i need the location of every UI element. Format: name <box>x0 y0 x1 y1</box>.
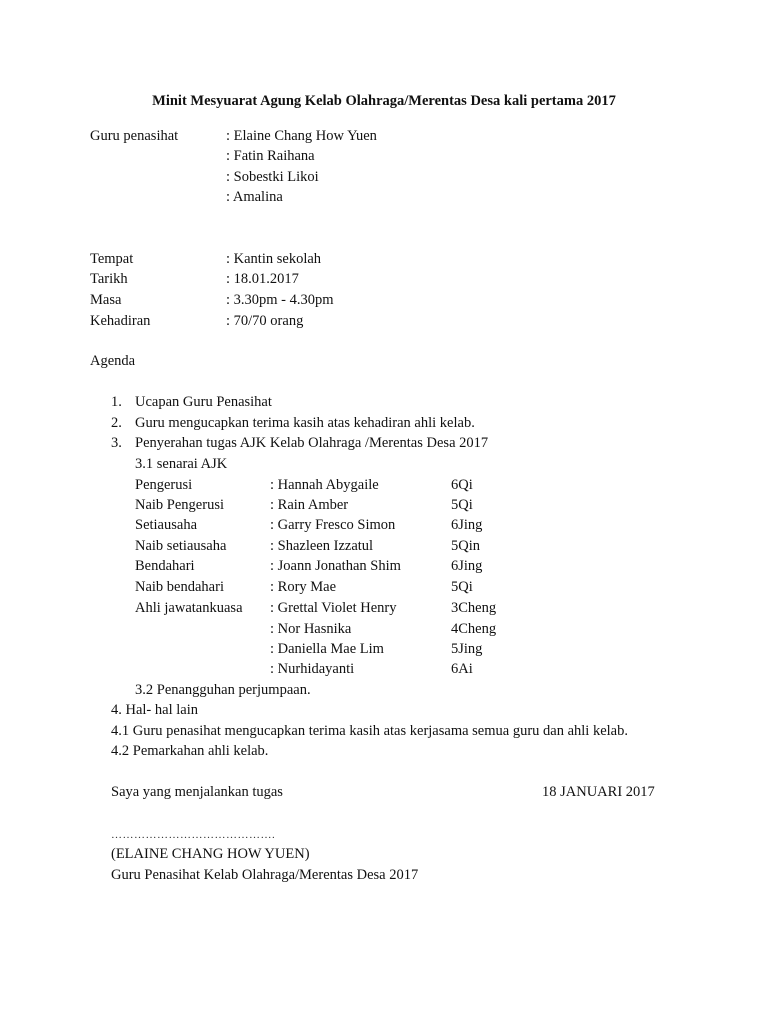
detail-value-masa: : 3.30pm - 4.30pm <box>226 292 334 308</box>
detail-value-tempat: : Kantin sekolah <box>226 251 322 267</box>
ajk-name: : Hannah Abygaile <box>270 477 379 493</box>
other-item: 4.1 Guru penasihat mengucapkan terima kasih atas kerjasama semua guru dan ahli kelab. <box>111 723 628 739</box>
ajk-class: 5Jing <box>451 641 483 657</box>
ajk-name: : Nor Hasnika <box>270 621 352 637</box>
ajk-role: Ahli jawatankuasa <box>135 600 243 616</box>
ajk-name: : Garry Fresco Simon <box>270 517 396 533</box>
ajk-class: 6Ai <box>451 661 473 677</box>
ajk-name: : Daniella Mae Lim <box>270 641 384 657</box>
detail-value-kehadiran: : 70/70 orang <box>226 313 304 329</box>
ajk-name: : Joann Jonathan Shim <box>270 558 401 574</box>
detail-label-masa: Masa <box>90 292 122 308</box>
advisors-label: Guru penasihat <box>90 128 179 144</box>
advisor-name: : Sobestki Likoi <box>226 169 319 185</box>
ajk-heading: 3.1 senarai AJK <box>135 456 228 472</box>
ajk-class: 6Jing <box>451 558 483 574</box>
advisor-name: : Fatin Raihana <box>226 148 315 164</box>
signoff-date: 18 JANUARI 2017 <box>542 784 655 800</box>
signature-line: ……………………………………. <box>111 829 276 841</box>
detail-label-kehadiran: Kehadiran <box>90 313 151 329</box>
ajk-class: 3Cheng <box>451 600 497 616</box>
ajk-class: 4Cheng <box>451 621 497 637</box>
signatory-position: Guru Penasihat Kelab Olahraga/Merentas Desa 2017 <box>111 867 419 883</box>
ajk-class: 5Qi <box>451 497 473 513</box>
ajk-role: Naib setiausaha <box>135 538 227 554</box>
other-heading: 4. Hal- hal lain <box>111 702 198 718</box>
agenda-item: Penyerahan tugas AJK Kelab Olahraga /Merentas Desa 2017 <box>135 435 489 451</box>
ajk-name: : Nurhidayanti <box>270 661 355 677</box>
prepared-by: Saya yang menjalankan tugas <box>111 784 283 800</box>
document-title: Minit Mesyuarat Agung Kelab Olahraga/Merentas Desa kali pertama 2017 <box>152 93 616 109</box>
ajk-class: 5Qi <box>451 579 473 595</box>
detail-label-tempat: Tempat <box>90 251 134 267</box>
ajk-name: : Rory Mae <box>270 579 337 595</box>
ajk-role: Naib bendahari <box>135 579 224 595</box>
detail-label-tarikh: Tarikh <box>90 271 128 287</box>
agenda-item: Guru mengucapkan terima kasih atas kehadiran ahli kelab. <box>135 415 475 431</box>
adjourn-line: 3.2 Penangguhan perjumpaan. <box>135 682 311 698</box>
advisor-name: : Amalina <box>226 189 283 205</box>
ajk-role: Pengerusi <box>135 477 193 493</box>
ajk-role: Naib Pengerusi <box>135 497 224 513</box>
ajk-class: 5Qin <box>451 538 480 554</box>
agenda-item: Ucapan Guru Penasihat <box>135 394 272 410</box>
ajk-role: Bendahari <box>135 558 195 574</box>
ajk-role: Setiausaha <box>135 517 198 533</box>
advisor-name: : Elaine Chang How Yuen <box>226 128 377 144</box>
other-item: 4.2 Pemarkahan ahli kelab. <box>111 743 269 759</box>
ajk-class: 6Qi <box>451 477 473 493</box>
agenda-heading: Agenda <box>90 353 136 369</box>
agenda-number: 1. <box>111 394 122 410</box>
ajk-class: 6Jing <box>451 517 483 533</box>
detail-value-tarikh: : 18.01.2017 <box>226 271 299 287</box>
ajk-name: : Rain Amber <box>270 497 349 513</box>
ajk-name: : Shazleen Izzatul <box>270 538 374 554</box>
signatory-name: (ELAINE CHANG HOW YUEN) <box>111 846 310 862</box>
agenda-number: 3. <box>111 435 122 451</box>
agenda-number: 2. <box>111 415 122 431</box>
ajk-name: : Grettal Violet Henry <box>270 600 397 616</box>
